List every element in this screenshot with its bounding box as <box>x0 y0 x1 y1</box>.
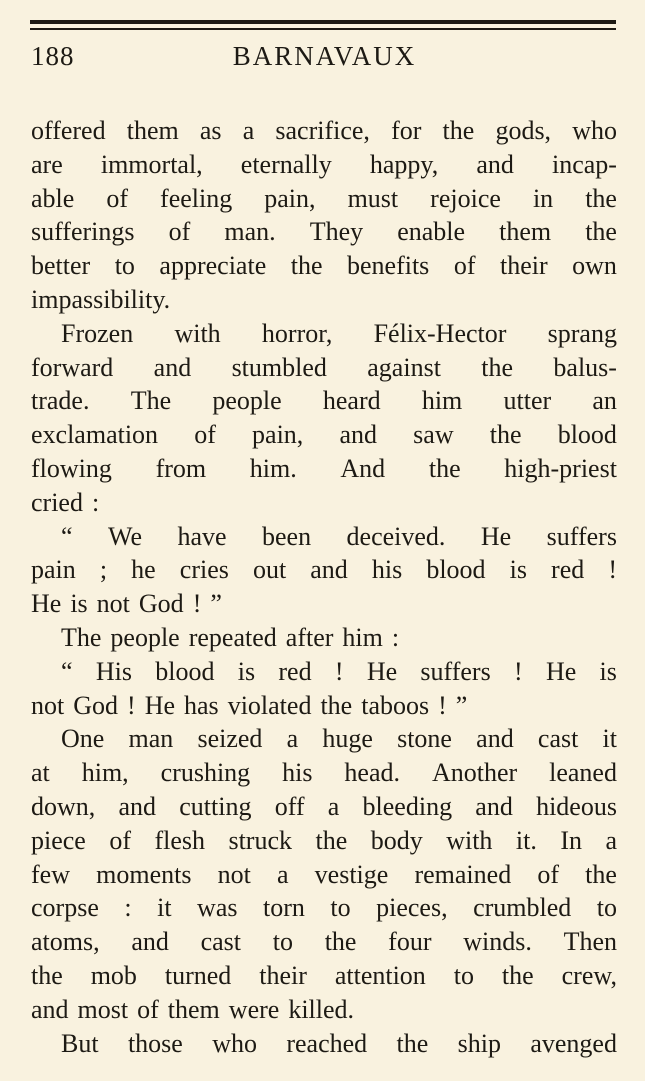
word: red <box>278 656 312 686</box>
word: to <box>330 893 351 923</box>
word: suffers <box>546 521 617 551</box>
text-line <box>31 587 617 621</box>
word: trade. <box>31 386 90 416</box>
word: a <box>605 825 617 855</box>
word: must <box>347 183 399 213</box>
word: ! <box>334 656 344 686</box>
word: to <box>114 251 135 281</box>
word: moments <box>96 859 192 889</box>
word: few <box>31 859 70 889</box>
text-line <box>31 452 617 486</box>
text-line <box>31 891 617 925</box>
word: flowing <box>31 453 112 483</box>
word: gods, <box>495 116 552 145</box>
word: bleeding <box>362 791 453 821</box>
word: heard <box>322 386 381 416</box>
word: ” <box>455 690 468 720</box>
word: “ <box>61 521 73 551</box>
text-line <box>31 925 617 959</box>
word: who <box>212 1028 257 1058</box>
word: ! <box>192 589 202 619</box>
word: rejoice <box>430 183 501 213</box>
word: is <box>237 656 256 686</box>
word: cast <box>537 724 579 754</box>
word: Then <box>563 927 617 957</box>
text-line <box>31 858 617 892</box>
word: four <box>388 927 432 957</box>
word: seized <box>197 724 263 754</box>
word: are <box>31 149 63 179</box>
word: impassibility. <box>31 284 171 314</box>
word: corpse <box>31 893 99 923</box>
word: appreciate <box>159 251 267 281</box>
word: who <box>572 116 617 145</box>
word: pieces, <box>376 893 448 923</box>
word: body <box>370 825 423 855</box>
text-line <box>31 114 617 148</box>
word: with <box>446 825 493 855</box>
word: : <box>124 893 132 923</box>
word: sufferings <box>31 217 135 247</box>
word: the <box>501 960 534 990</box>
word: for <box>391 116 422 145</box>
word: and <box>131 927 169 957</box>
word: out <box>252 555 287 585</box>
word: after <box>285 622 334 652</box>
word: and <box>476 149 514 179</box>
word: leaned <box>549 758 617 788</box>
word: In <box>560 825 582 855</box>
word: cutting <box>179 791 252 821</box>
text-line <box>31 1027 617 1061</box>
header-rule-thin <box>30 28 616 30</box>
word: people <box>212 386 282 416</box>
word: piece <box>31 825 86 855</box>
word: He <box>144 690 176 720</box>
word: those <box>127 1028 183 1058</box>
text-line <box>31 621 617 655</box>
word: flesh <box>154 825 205 855</box>
word: head. <box>344 758 401 788</box>
word: an <box>592 386 617 416</box>
word: of <box>168 217 191 247</box>
body-text <box>31 114 617 1060</box>
word: crushing <box>160 758 251 788</box>
text-line <box>31 790 617 824</box>
word: One <box>61 724 105 754</box>
word: them <box>126 116 179 145</box>
word: and <box>310 555 348 585</box>
word: The <box>61 622 102 652</box>
word: their <box>499 251 548 281</box>
word: a <box>327 791 340 821</box>
word: : <box>391 622 400 652</box>
word: him. <box>249 453 297 483</box>
word: from <box>155 453 207 483</box>
word: vestige <box>314 859 389 889</box>
word: them <box>499 217 552 247</box>
word: the <box>585 859 617 889</box>
word: blood <box>426 555 486 585</box>
word: of <box>109 825 131 855</box>
word: His <box>95 656 132 686</box>
word: and <box>153 352 192 382</box>
word: He <box>480 521 512 551</box>
word: and <box>339 420 378 450</box>
word: Frozen <box>61 318 134 348</box>
text-line <box>31 317 617 351</box>
word: suffers <box>420 656 491 686</box>
text-line <box>31 215 617 249</box>
word: taboos <box>361 690 430 720</box>
word: man <box>128 724 174 754</box>
word: the <box>489 420 522 450</box>
word: immortal, <box>100 149 203 179</box>
word: to <box>453 960 474 990</box>
word: hideous <box>536 791 617 821</box>
word: ; <box>99 555 108 585</box>
word: “ <box>61 656 73 686</box>
word: was <box>197 893 238 923</box>
word: a <box>286 724 299 754</box>
word: is <box>599 656 617 686</box>
word: and <box>118 791 157 821</box>
word: feeling <box>160 183 233 213</box>
text-line <box>31 486 617 520</box>
running-title: BARNAVAUX <box>232 41 417 71</box>
page-number: 188 <box>31 41 75 71</box>
word: We <box>108 521 142 551</box>
word: torn <box>262 893 305 923</box>
header-rule-thick <box>30 20 616 24</box>
word: a <box>242 116 255 145</box>
word: were <box>228 994 280 1024</box>
word: killed. <box>288 994 355 1024</box>
word: forward <box>31 352 114 382</box>
word: the <box>290 251 323 281</box>
word: them <box>167 994 220 1024</box>
word: sacrifice, <box>275 116 370 145</box>
word: He <box>366 656 398 686</box>
word: He <box>545 656 577 686</box>
word: of <box>453 251 476 281</box>
word: not <box>96 589 130 619</box>
word: the <box>396 1028 429 1058</box>
text-line <box>31 418 617 452</box>
word: of <box>194 420 216 450</box>
word: red <box>551 555 585 585</box>
word: ! <box>513 656 523 686</box>
word: horror, <box>261 318 333 348</box>
word: and <box>31 994 69 1024</box>
word: ! <box>438 690 447 720</box>
word: blood <box>155 656 215 686</box>
word: is <box>509 555 527 585</box>
word: not <box>217 859 251 889</box>
word: pain <box>31 555 76 585</box>
text-line <box>31 756 617 790</box>
word: high-priest <box>504 453 617 483</box>
word: a <box>276 859 289 889</box>
word: not <box>31 690 65 720</box>
text-line <box>31 384 617 418</box>
word: remained <box>414 859 512 889</box>
word: stumbled <box>231 352 327 382</box>
word: and <box>476 724 514 754</box>
word: in <box>532 183 554 213</box>
word: God <box>138 589 184 619</box>
word: eternally <box>240 149 332 179</box>
word: struck <box>228 825 293 855</box>
text-line <box>31 351 617 385</box>
word: it <box>602 724 617 754</box>
word: But <box>61 1028 99 1058</box>
word: attention <box>334 960 426 990</box>
word: he <box>131 555 156 585</box>
text-line <box>31 148 617 182</box>
word: of <box>106 183 129 213</box>
word: pain, <box>252 420 304 450</box>
word: winds. <box>463 927 532 957</box>
word: off <box>274 791 305 821</box>
word: him, <box>81 758 129 788</box>
word: down, <box>31 791 96 821</box>
text-line <box>31 553 617 587</box>
word: the <box>428 453 461 483</box>
word: Another <box>431 758 518 788</box>
word: crumbled <box>473 893 572 923</box>
text-line <box>31 824 617 858</box>
word: cried <box>31 487 83 517</box>
word: been <box>262 521 312 551</box>
word: ” <box>210 589 222 619</box>
word: cast <box>200 927 242 957</box>
word: the <box>585 183 617 213</box>
text-line <box>31 249 617 283</box>
word: his <box>282 758 313 788</box>
word: able <box>31 183 75 213</box>
word: the <box>585 217 617 247</box>
word: him <box>421 386 463 416</box>
word: reached <box>286 1028 368 1058</box>
word: own <box>572 251 617 281</box>
word: ! <box>127 690 136 720</box>
word: blood <box>557 420 617 450</box>
word: it. <box>515 825 537 855</box>
word: cries <box>179 555 229 585</box>
word: sprang <box>547 318 617 348</box>
word: He <box>31 589 62 619</box>
word: people <box>110 622 180 652</box>
word: deceived. <box>346 521 446 551</box>
word: the <box>315 825 348 855</box>
word: of <box>537 859 560 889</box>
word: as <box>199 116 222 145</box>
word: turned <box>164 960 232 990</box>
text-line <box>31 283 617 317</box>
word: happy, <box>369 149 439 179</box>
word: ! <box>608 555 617 585</box>
word: to <box>272 927 293 957</box>
word: utter <box>503 386 552 416</box>
word: has <box>184 690 219 720</box>
word: their <box>259 960 307 990</box>
word: enable <box>397 217 466 247</box>
word: of <box>137 994 159 1024</box>
word: it <box>157 893 172 923</box>
word: atoms, <box>31 927 100 957</box>
word: have <box>177 521 227 551</box>
word: crew, <box>561 960 617 990</box>
word: is <box>70 589 88 619</box>
word: pain, <box>264 183 316 213</box>
word: man. <box>224 217 276 247</box>
word: the <box>324 927 357 957</box>
word: against <box>367 352 441 382</box>
word: Félix-Hector <box>373 318 507 348</box>
word: exclamation <box>31 420 159 450</box>
word: at <box>31 758 50 788</box>
word: his <box>371 555 403 585</box>
word: violated <box>227 690 312 720</box>
word: : <box>91 487 100 517</box>
word: saw <box>413 420 454 450</box>
word: better <box>31 251 91 281</box>
word: huge <box>322 724 373 754</box>
word: ship <box>457 1028 501 1058</box>
word: the <box>320 690 353 720</box>
word: with <box>174 318 221 348</box>
word: God <box>73 690 119 720</box>
word: the <box>481 352 514 382</box>
text-line <box>31 520 617 554</box>
text-line <box>31 689 617 723</box>
word: avenged <box>530 1028 617 1058</box>
word: And <box>340 453 386 483</box>
word: repeated <box>188 622 277 652</box>
word: stone <box>397 724 452 754</box>
text-line <box>31 959 617 993</box>
word: balus- <box>553 352 617 382</box>
word: The <box>130 386 172 416</box>
text-line <box>31 655 617 689</box>
word: him <box>342 622 383 652</box>
word: the <box>31 960 63 990</box>
text-line <box>31 993 617 1027</box>
text-line <box>31 722 617 756</box>
word: the <box>442 116 475 145</box>
word: to <box>596 893 617 923</box>
word: They <box>309 217 364 247</box>
word: offered <box>31 116 106 145</box>
word: mob <box>90 960 137 990</box>
word: incap- <box>551 149 617 179</box>
word: and <box>475 791 513 821</box>
text-line <box>31 182 617 216</box>
word: benefits <box>347 251 430 281</box>
word: most <box>77 994 129 1024</box>
